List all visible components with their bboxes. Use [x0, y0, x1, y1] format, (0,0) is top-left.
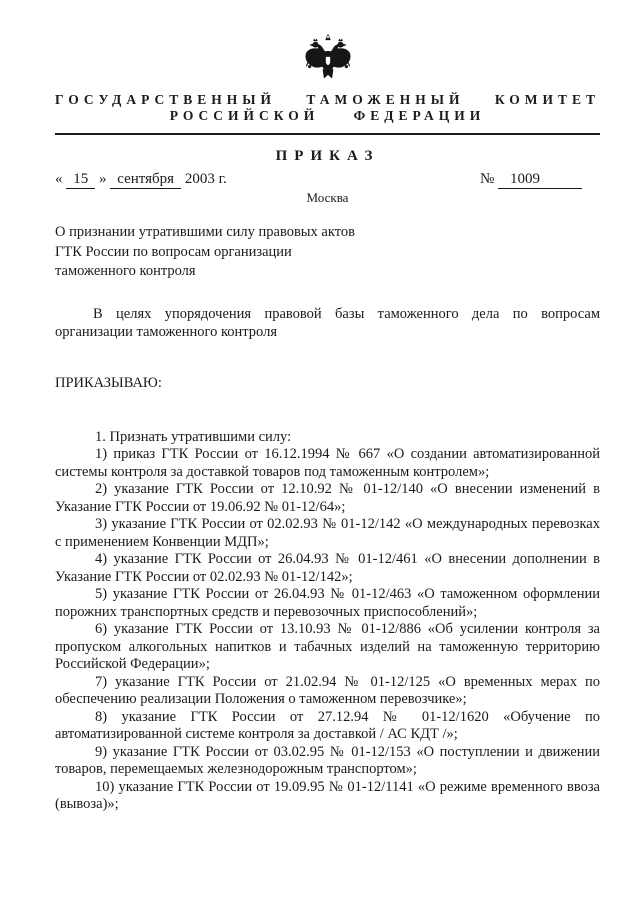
org-name-line2: РОССИЙСКОЙ ФЕДЕРАЦИИ [169, 108, 486, 123]
order-subject: О признании утратившими силу правовых актов ГТК России по вопросам организации таможенного контроля [55, 224, 355, 279]
date-month: сентября [110, 170, 181, 189]
number-field [480, 170, 582, 189]
double-headed-eagle-icon [301, 71, 355, 88]
quote-open: « [55, 171, 63, 187]
list-item: 6) указание ГТК России от 13.10.93 № 01-12/886 «Об усилении контроля за пропуском алкогольных напитков и табачных изделий на таможенную территорию Российской Федерации»; [55, 621, 600, 672]
quote-close: » [99, 171, 107, 187]
number-sign: № [479, 171, 495, 187]
list-intro: 1. Признать утратившими силу: [95, 428, 292, 445]
date-number-row [55, 170, 600, 189]
list-items [55, 446, 600, 814]
city-label: Москва [306, 190, 349, 205]
date-day: 15 [66, 170, 95, 189]
org-name [55, 92, 600, 124]
order-number: 1009 [498, 170, 582, 189]
list-item: 10) указание ГТК России от 19.09.95 № 01-12/1141 «О режиме временного ввоза (вывоза)»; [55, 778, 600, 812]
resolution-word: ПРИКАЗЫВАЮ: [55, 374, 162, 391]
list-item: 2) указание ГТК России от 12.10.92 № 01-12/140 «О внесении изменений в Указание ГТК России от 19.06.92 № 01-12/64»; [55, 481, 600, 515]
letterhead-divider [55, 133, 600, 135]
order-preamble: В целях упорядочения правовой базы таможенного дела по вопросам организации таможенного контроля [55, 305, 600, 340]
list-item: 9) указание ГТК России от 03.02.95 № 01-12/153 «О поступлении и движении товаров, перемещаемых железнодорожным транспортом»; [55, 743, 600, 777]
date-year: 2003 г. [184, 171, 227, 187]
list-item: 7) указание ГТК России от 21.02.94 № 01-12/125 «О временных мерах по обеспечению реализации Положения о таможенном перевозчике»; [55, 673, 600, 707]
list-item: 1) приказ ГТК России от 16.12.1994 № 667 «О создании автоматизированной системы контроля за доставкой товаров под таможенным контролем»; [55, 446, 600, 480]
doc-type-title: ПРИКАЗ [275, 148, 380, 164]
revoked-acts-list [55, 429, 600, 814]
letterhead-emblem [55, 34, 600, 88]
list-item: 4) указание ГТК России от 26.04.93 № 01-12/461 «О внесении дополнении в Указание ГТК России от 02.02.93 № 01-12/142»; [55, 551, 600, 585]
org-name-line1: ГОСУДАРСТВЕННЫЙ ТАМОЖЕННЫЙ КОМИТЕТ [55, 92, 601, 107]
date-field [55, 170, 227, 189]
list-item: 5) указание ГТК России от 26.04.93 № 01-12/463 «О таможенном оформлении порожних транспортных средств и перевозочных приспособлений»; [55, 586, 600, 620]
list-item: 3) указание ГТК России от 02.02.93 № 01-12/142 «О международных перевозках с применением Конвенции МДП»; [55, 516, 600, 550]
list-item: 8) указание ГТК России от 27.12.94 № 01-12/1620 «Обучение по автоматизированной системе контроля за доставкой / АС КДТ /»; [55, 708, 600, 742]
